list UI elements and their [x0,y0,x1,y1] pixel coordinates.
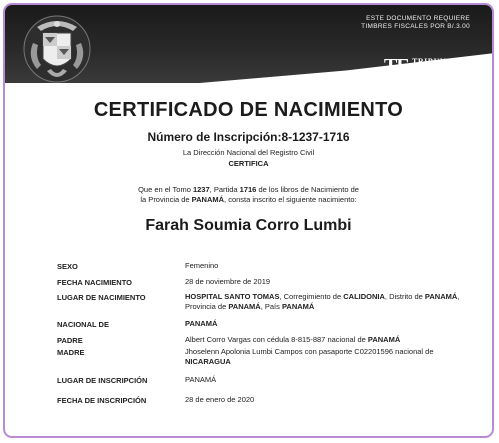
padre-label: PADRE [57,336,83,345]
registration-statement: Que en el Tomo 1237, Partida 1716 de los libros de Nacimiento de la Provincia de PANAMÁ, consta inscrito el siguiente nacimiento: [138,185,359,204]
nacional-de-value: PANAMÁ [185,319,218,328]
tribunal-electoral-logo [384,55,476,83]
issuing-authority: La Dirección Nacional del Registro Civil [182,148,315,157]
lugar-nacimiento-value: HOSPITAL SANTO TOMAS, Corregimiento de CALIDONIA, Distrito de PANAMÁ, Provincia de PANAMÁ, País PANAMÁ [185,292,460,311]
te-logo-mark: TE [384,55,409,77]
document-title: CERTIFICADO DE NACIMIENTO [93,99,404,121]
fecha-nacimiento-label: FECHA NACIMIENTO [57,278,132,287]
notice-line-2: TIMBRES FISCALES POR B/.3.00 [361,23,470,30]
registrant-name: Farah Soumia Corro Lumbi [145,217,352,234]
lugar-inscripcion-label: LUGAR DE INSCRIPCIÓN [57,376,148,385]
lugar-nacimiento-label: LUGAR DE NACIMIENTO [57,293,146,302]
stamp-notice [335,15,470,31]
lugar-inscripcion-value: PANAMÁ [185,375,217,384]
sexo-label: SEXO [57,262,78,271]
inscription-number: Número de Inscripción:8-1237-1716 [147,130,350,144]
fecha-inscripcion-label: FECHA DE INSCRIPCIÓN [57,396,147,405]
certifica-label: CERTIFICA [228,159,269,168]
fecha-inscripcion-value: 28 de enero de 2020 [185,395,255,404]
madre-value: Jhoselenn Apolonia Lumbi Campos con pasaporte C02201596 nacional de NICARAGUA [185,347,434,366]
padre-value: Albert Corro Vargas con cédula 8-815-887 nacional de PANAMÁ [185,335,401,344]
coat-of-arms-icon [23,13,91,91]
notice-line-1: ESTE DOCUMENTO REQUIERE [366,15,470,22]
fecha-nacimiento-value: 28 de noviembre de 2019 [185,277,271,286]
madre-label: MADRE [57,348,85,357]
te-logo-text: TRIBUNAL ELECTORAL [412,57,467,74]
sexo-value: Femenino [185,261,219,270]
nacional-de-label: NACIONAL DE [57,320,109,329]
certificate-document [3,3,494,438]
